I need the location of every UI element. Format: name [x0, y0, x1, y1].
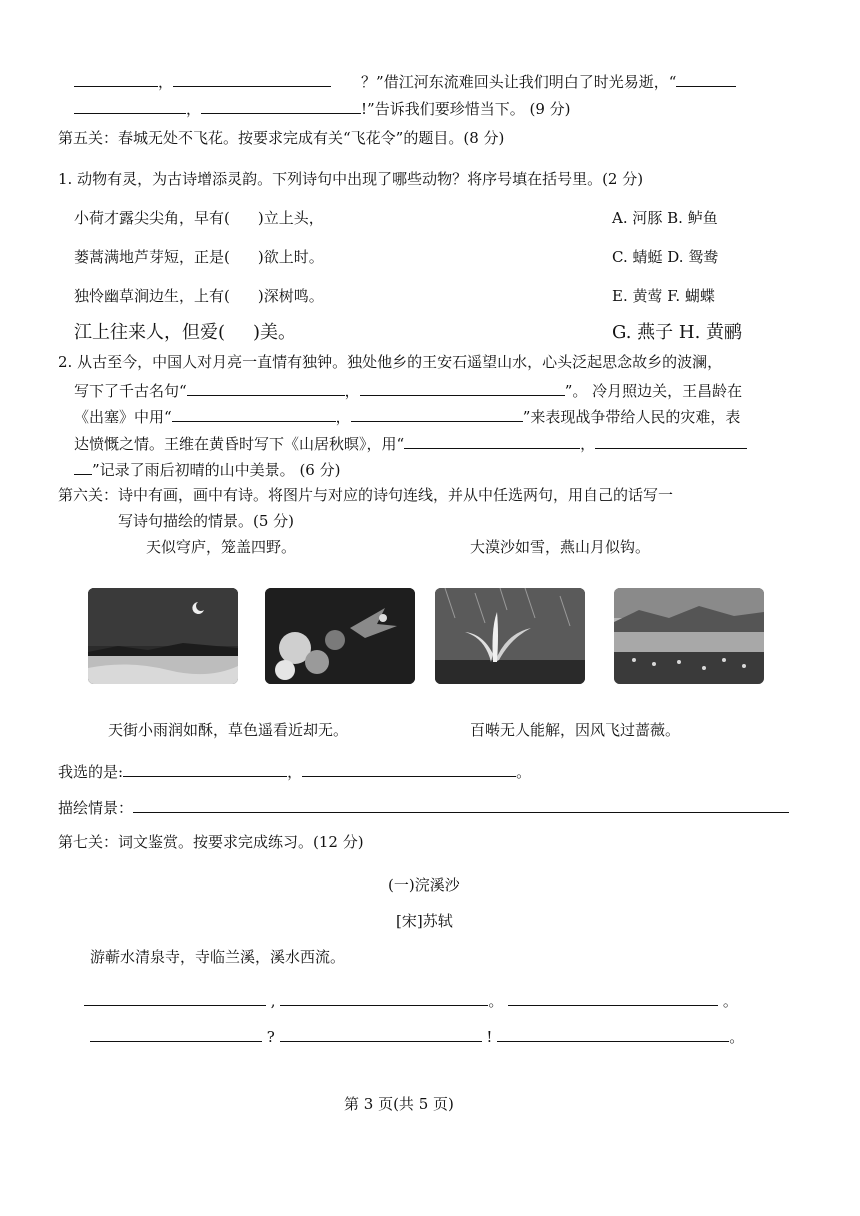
answer-blank[interactable] — [123, 760, 287, 777]
poem-bottom-left[interactable]: 天街小雨润如酥，草色遥看近却无。 — [108, 721, 349, 739]
answer-blank[interactable] — [360, 379, 565, 396]
answer-blank[interactable] — [280, 1025, 482, 1042]
poem-bottom-right[interactable]: 百啭无人能解，因风飞过蔷薇。 — [470, 721, 681, 739]
answer-blank[interactable] — [172, 405, 336, 422]
poem-preface: 游蕲水清泉寺，寺临兰溪，溪水西流。 — [90, 948, 346, 966]
q1-line-3: 独怜幽草涧边生，上有( )深树鸣。 — [74, 287, 324, 305]
level6-title-1: 第六关：诗中有画，画中有诗。将图片与对应的诗句连线，并从中任选两句，用自己的话写一 — [58, 486, 674, 504]
answer-blank[interactable] — [74, 458, 92, 475]
answer-blank[interactable] — [90, 1025, 262, 1042]
answer-blank[interactable] — [302, 760, 516, 777]
q2-line-5: ”记录了雨后初晴的山中美景。 (6 分) — [74, 458, 340, 480]
q2-line-1: 2. 从古至今，中国人对月亮一直情有独钟。独处他乡的王安石遥望山水，心头泛起思念故乡的波澜， — [58, 353, 723, 371]
q1-line-1: 小荷才露尖尖角，早有( )立上头， — [74, 209, 324, 227]
answer-blank[interactable] — [84, 989, 266, 1006]
poem-top-left[interactable]: 天似穹庐，笼盖四野。 — [146, 538, 297, 556]
level5-title: 第五关：春城无处不飞花。按要求完成有关“飞花令”的题目。(8 分) — [58, 129, 505, 147]
answer-blank[interactable] — [201, 97, 361, 114]
answer-blank[interactable] — [187, 379, 345, 396]
option-row-4: G. 燕子 H. 黄鹂 — [612, 322, 743, 343]
page-number: 第 3 页(共 5 页) — [344, 1095, 454, 1113]
option-row-3: E. 黄莺 F. 蝴蝶 — [612, 287, 715, 305]
answer-blank[interactable] — [404, 432, 580, 449]
poem-title: (一)浣溪沙 — [388, 876, 460, 894]
poem-author: [宋]苏轼 — [396, 912, 453, 930]
top-line-1: ， ？”借江河东流难回头让我们明白了时光易逝，“ — [74, 70, 736, 92]
grassland-picture[interactable] — [614, 588, 764, 684]
q1-line-2: 蒌蒿满地芦芽短，正是( )欲上时。 — [74, 248, 324, 266]
answer-blank[interactable] — [173, 70, 331, 87]
grassland-image — [614, 588, 764, 684]
q2-line-4: 达愤慨之情。王维在黄昏时写下《山居秋暝》，用“ ， — [74, 432, 747, 454]
sprout-rain-image — [435, 588, 585, 684]
bird-flowers-image — [265, 588, 415, 684]
q2-line-2: 写下了千古名句“ ， ”。 冷月照边关，王昌龄在 — [74, 379, 742, 401]
level7-title: 第七关：词文鉴赏。按要求完成练习。(12 分) — [58, 833, 364, 851]
option-row-1: A. 河豚 B. 鲈鱼 — [612, 209, 718, 227]
desert-moon-image — [88, 588, 238, 684]
answer-blank[interactable] — [280, 989, 488, 1006]
chosen-line: 我选的是: ， 。 — [58, 760, 531, 782]
answer-blank[interactable] — [351, 405, 523, 422]
describe-line: 描绘情景： — [58, 796, 789, 818]
poem-row-1: , 。 。 — [84, 989, 738, 1011]
level6-title-2: 写诗句描绘的情景。(5 分) — [118, 512, 295, 530]
q1-line-4: 江上往来人，但爱( )美。 — [74, 322, 297, 343]
answer-blank[interactable] — [74, 70, 158, 87]
option-row-2: C. 蜻蜓 D. 鸳鸯 — [612, 248, 719, 266]
top-line-2: ， !”告诉我们要珍惜当下。 (9 分) — [74, 97, 571, 119]
level5-q1-stem: 1. 动物有灵，为古诗增添灵韵。下列诗句中出现了哪些动物？将序号填在括号里。(2 分) — [58, 170, 644, 188]
poem-row-2: ? ! 。 — [90, 1025, 744, 1047]
answer-blank[interactable] — [74, 97, 186, 114]
poem-top-right[interactable]: 大漠沙如雪，燕山月似钩。 — [470, 538, 651, 556]
q2-line-3: 《出塞》中用“ ， ”来表现战争带给人民的灾难，表 — [74, 405, 740, 427]
answer-blank[interactable] — [497, 1025, 729, 1042]
answer-blank[interactable] — [676, 70, 736, 87]
bird-flowers-picture[interactable] — [265, 588, 415, 684]
sprout-rain-picture[interactable] — [435, 588, 585, 684]
answer-blank[interactable] — [595, 432, 747, 449]
desert-moon-picture[interactable] — [88, 588, 238, 684]
answer-blank[interactable] — [508, 989, 718, 1006]
answer-blank[interactable] — [133, 796, 789, 813]
